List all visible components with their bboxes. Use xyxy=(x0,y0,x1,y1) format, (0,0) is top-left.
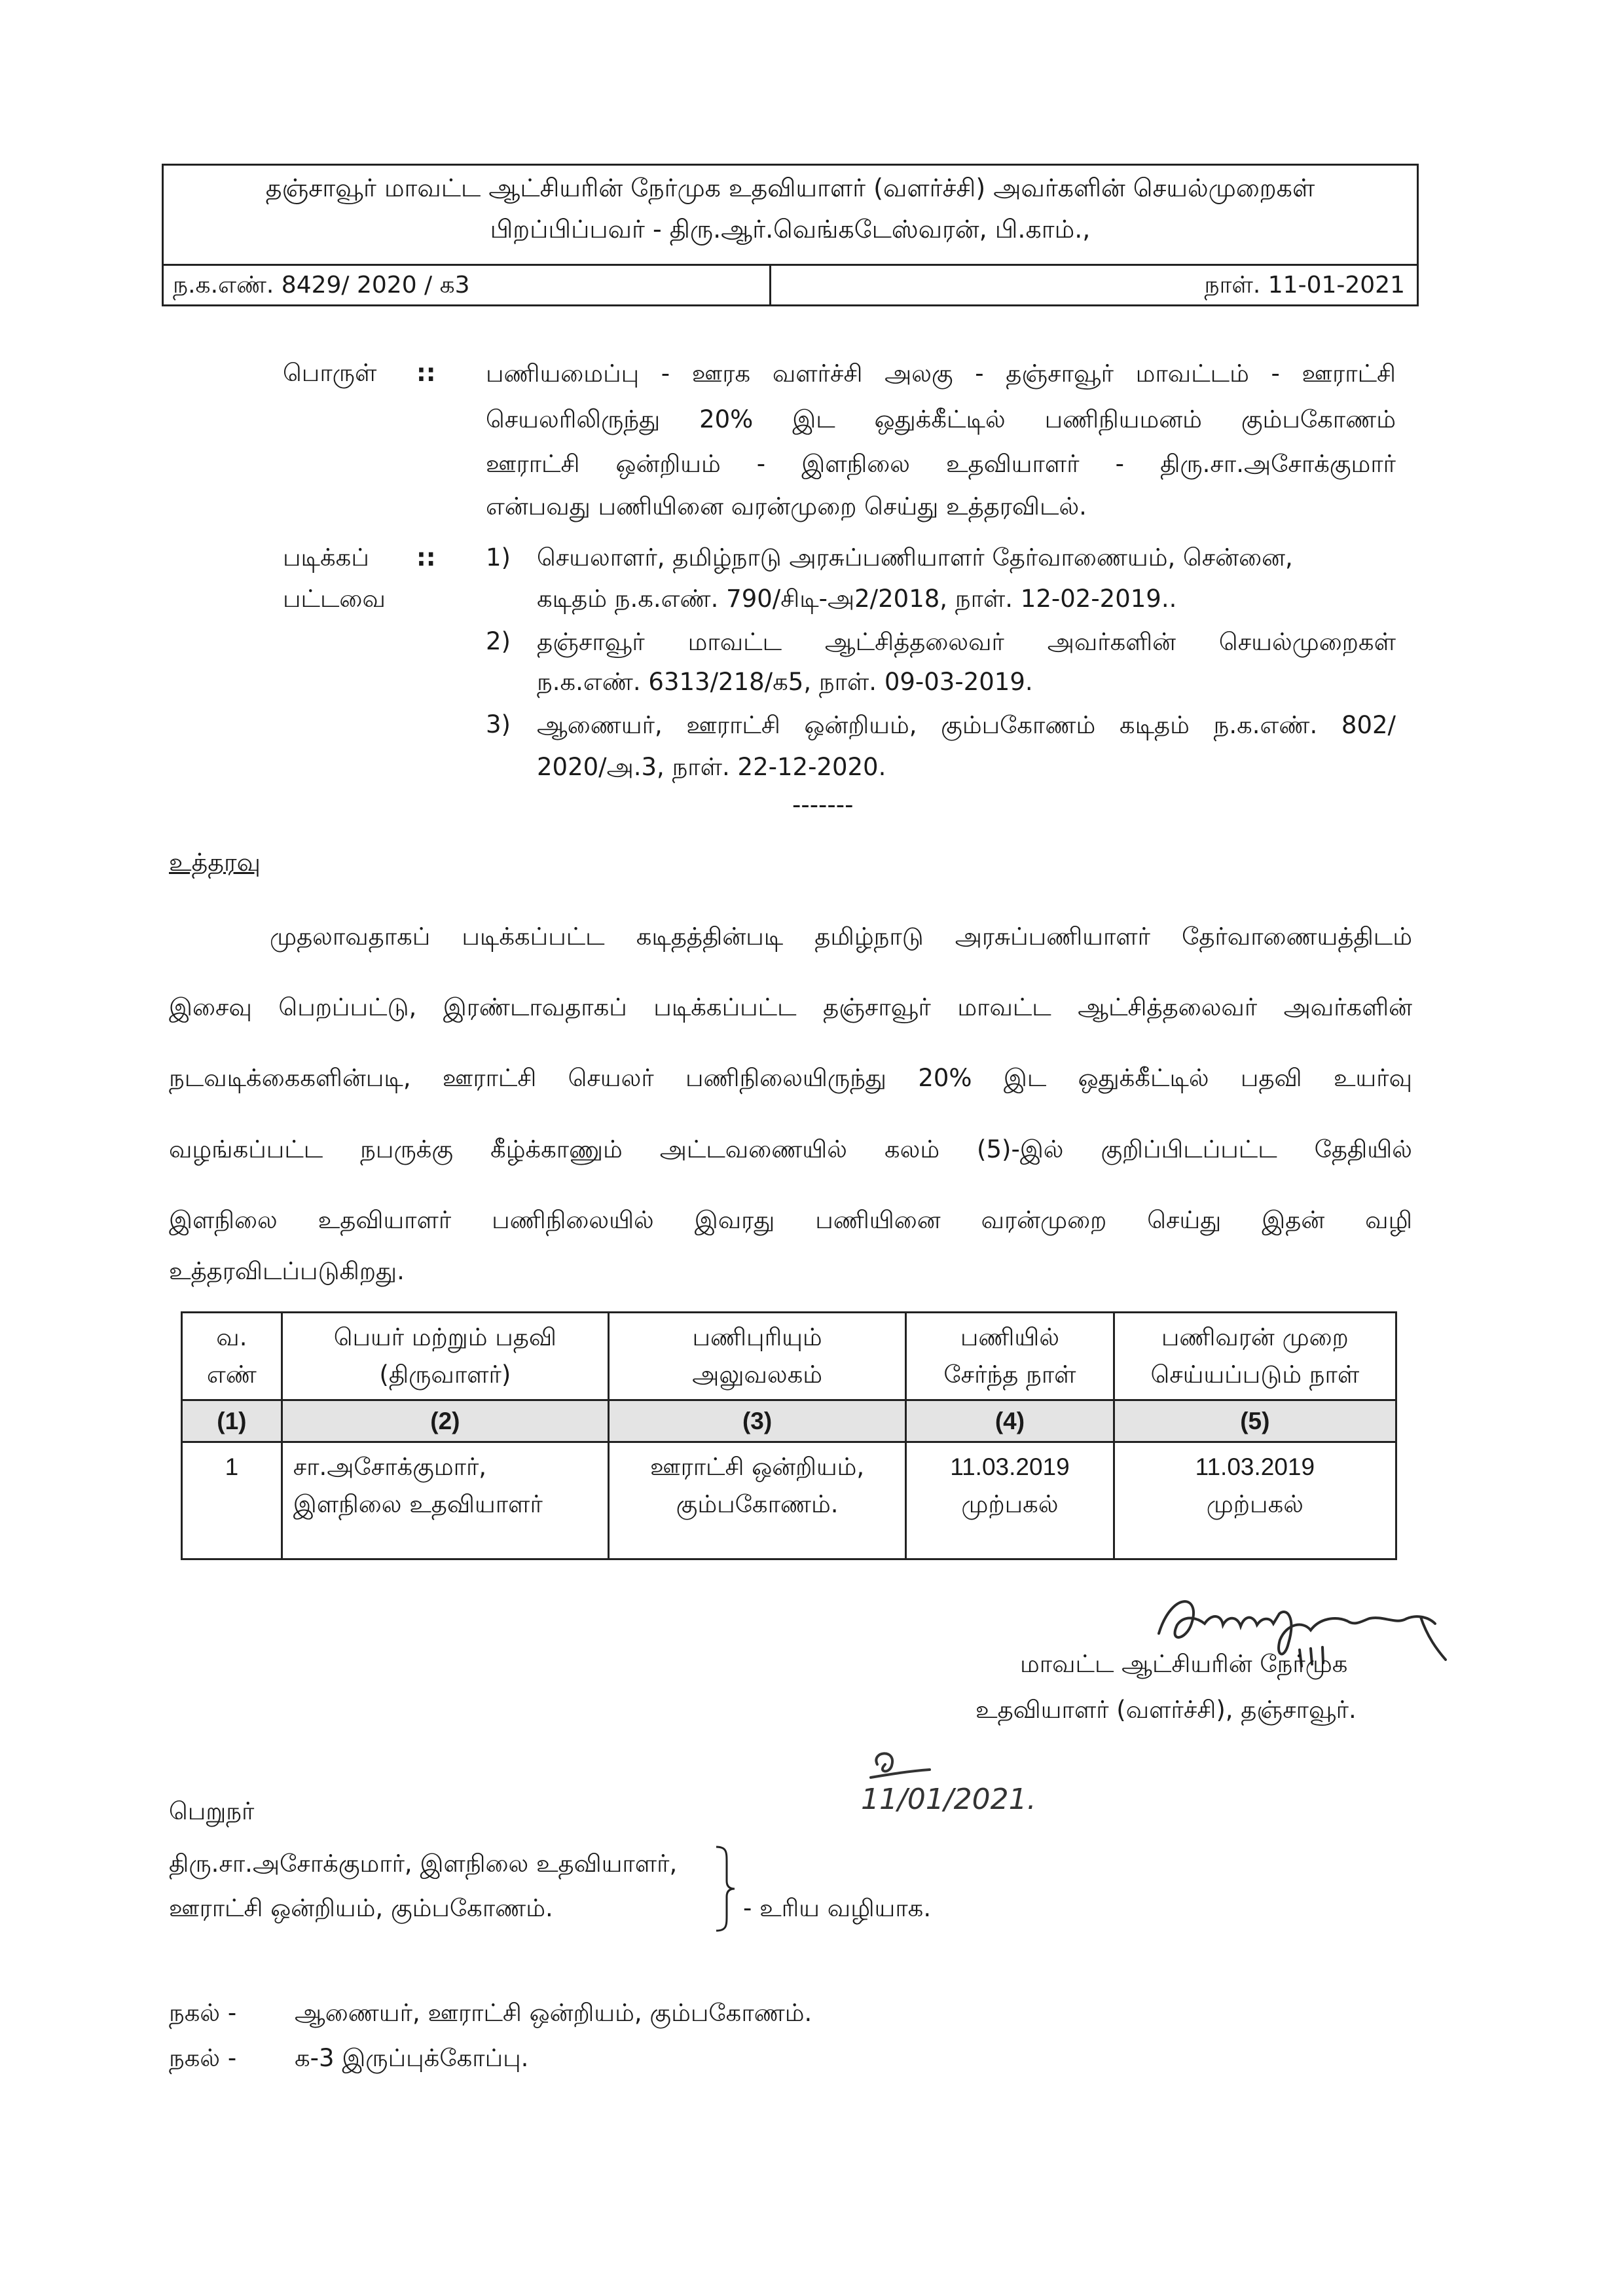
recipient-brace xyxy=(712,1843,738,1935)
subject-separator: :: xyxy=(416,359,436,387)
order-line-4: வழங்கப்பட்ட நபருக்கு கீழ்க்காணும் அட்டவணையில் கலம் (5)-இல் குறிப்பிடப்பட்ட தேதியில் xyxy=(169,1135,1412,1163)
reference-3-line-1: ஆணையர், ஊராட்சி ஒன்றியம், கும்பகோணம் கடிதம் ந.க.எண். 802/ xyxy=(537,711,1396,739)
cell-name xyxy=(282,1442,608,1559)
order-line-2: இசைவு பெறப்பட்டு, இரண்டாவதாகப் படிக்கப்பட்ட தஞ்சாவூர் மாவட்ட ஆட்சித்தலைவர் அவர்களின் xyxy=(169,993,1412,1021)
column-number: (2) xyxy=(282,1400,608,1442)
cell-regularisation-date: 11.03.2019 முற்பகல் xyxy=(1114,1442,1396,1559)
copy-2-text: க-3 இருப்புக்கோப்பு. xyxy=(295,2044,529,2072)
references-separator: :: xyxy=(416,543,436,572)
copy-1-text: ஆணையர், ஊராட்சி ஒன்றியம், கும்பகோணம். xyxy=(295,1999,812,2027)
recipient-line-2: ஊராட்சி ஒன்றியம், கும்பகோணம். xyxy=(169,1894,553,1922)
recipient-via: - உரிய வழியாக. xyxy=(743,1894,932,1922)
employee-name: சா.அசோக்குமார், xyxy=(293,1453,487,1482)
copy-1-label: நகல் - xyxy=(169,1999,237,2027)
header-regularisation-date: பணிவரன் முறை செய்யப்படும் நாள் xyxy=(1114,1313,1396,1400)
subject-line-3: ஊராட்சி ஒன்றியம் - இளநிலை உதவியாளர் - திரு.சா.அசோக்குமார் xyxy=(486,450,1396,478)
references-label-1: படிக்கப் xyxy=(283,543,369,572)
signatory-title-2: உதவியாளர் (வளர்ச்சி), தஞ்சாவூர். xyxy=(975,1696,1357,1724)
reference-1-line-2: கடிதம் ந.க.எண். 790/சிடி-அ2/2018, நாள். 12-02-2019.. xyxy=(537,585,1177,613)
appointment-table xyxy=(181,1311,1397,1560)
order-heading: உத்தரவு xyxy=(169,848,261,877)
header-office: பணிபுரியும் அலுவலகம் xyxy=(609,1313,906,1400)
subject-label: பொருள் xyxy=(283,359,377,387)
column-number: (3) xyxy=(609,1400,906,1442)
copy-2-label: நகல் - xyxy=(169,2044,237,2072)
subject-line-2: செயலரிலிருந்து 20% இட ஒதுக்கீட்டில் பணிநியமனம் கும்பகோணம் xyxy=(486,405,1396,433)
header-divider xyxy=(164,264,1417,266)
reference-2-line-2: ந.க.எண். 6313/218/க5, நாள். 09-03-2019. xyxy=(537,668,1033,696)
employee-designation: இளநிலை உதவியாளர் xyxy=(293,1490,543,1519)
references-label-2: பட்டவை xyxy=(283,585,386,613)
header-name: பெயர் மற்றும் பதவி (திருவாளர்) xyxy=(282,1313,608,1400)
reference-2-line-1: தஞ்சாவூர் மாவட்ட ஆட்சித்தலைவர் அவர்களின் செயல்முறைகள் xyxy=(537,628,1396,656)
initial-with-date xyxy=(851,1745,1041,1830)
cell-office: ஊராட்சி ஒன்றியம், கும்பகோணம். xyxy=(609,1442,906,1559)
order-line-3: நடவடிக்கைகளின்படி, ஊராட்சி செயலர் பணிநிலையிருந்து 20% இட ஒதுக்கீட்டில் பதவி உயர்வு xyxy=(169,1064,1412,1092)
order-line-6: உத்தரவிடப்படுகிறது. xyxy=(169,1257,405,1285)
column-number: (1) xyxy=(182,1400,282,1442)
signatory-title-1: மாவட்ட ஆட்சியரின் நேர்முக xyxy=(1020,1650,1348,1678)
reference-2-number: 2) xyxy=(486,627,511,655)
references-divider: ------- xyxy=(792,791,854,819)
table-header-row xyxy=(182,1313,1396,1400)
order-line-5: இளநிலை உதவியாளர் பணிநிலையில் இவரது பணியினை வரன்முறை செய்து இதன் வழி xyxy=(169,1206,1412,1234)
column-number-row xyxy=(182,1400,1396,1442)
cell-sno: 1 xyxy=(182,1442,282,1559)
handwritten-date: 11/01/2021. xyxy=(861,1783,1036,1816)
subject-line-1: பணியமைப்பு - ஊரக வளர்ச்சி அலகு - தஞ்சாவூர் மாவட்டம் - ஊராட்சி xyxy=(486,359,1396,388)
header-title: தஞ்சாவூர் மாவட்ட ஆட்சியரின் நேர்முக உதவியாளர் (வளர்ச்சி) அவர்களின் செயல்முறைகள் xyxy=(265,173,1315,202)
issuer-line: பிறப்பிப்பவர் - திரு.ஆர்.வெங்கடேஸ்வரன், பி.காம்., xyxy=(490,215,1091,244)
header-sno: வ. எண் xyxy=(182,1313,282,1400)
header-box xyxy=(162,164,1419,306)
header-joined-date: பணியில் சேர்ந்த நாள் xyxy=(906,1313,1114,1400)
column-number: (4) xyxy=(906,1400,1114,1442)
reference-3-line-2: 2020/அ.3, நாள். 22-12-2020. xyxy=(537,753,886,781)
reference-3-number: 3) xyxy=(486,710,511,738)
reference-number: ந.க.எண். 8429/ 2020 / க3 xyxy=(173,272,470,299)
recipient-line-1: திரு.சா.அசோக்குமார், இளநிலை உதவியாளர், xyxy=(169,1850,678,1878)
recipient-label: பெறுநர் xyxy=(169,1797,255,1825)
table-row xyxy=(182,1442,1396,1559)
reference-1-line-1: செயலாளர், தமிழ்நாடு அரசுப்பணியாளர் தேர்வாணையம், சென்னை, xyxy=(537,543,1293,572)
cell-joined-date: 11.03.2019 முற்பகல் xyxy=(906,1442,1114,1559)
order-date: நாள். 11-01-2021 xyxy=(1204,272,1405,299)
reference-1-number: 1) xyxy=(486,543,511,572)
header-column-divider xyxy=(769,264,771,306)
column-number: (5) xyxy=(1114,1400,1396,1442)
order-line-1: முதலாவதாகப் படிக்கப்பட்ட கடிதத்தின்படி தமிழ்நாடு அரசுப்பணியாளர் தேர்வாணையத்திடம் xyxy=(270,922,1412,951)
subject-line-4: என்பவது பணியினை வரன்முறை செய்து உத்தரவிடல். xyxy=(486,492,1087,520)
